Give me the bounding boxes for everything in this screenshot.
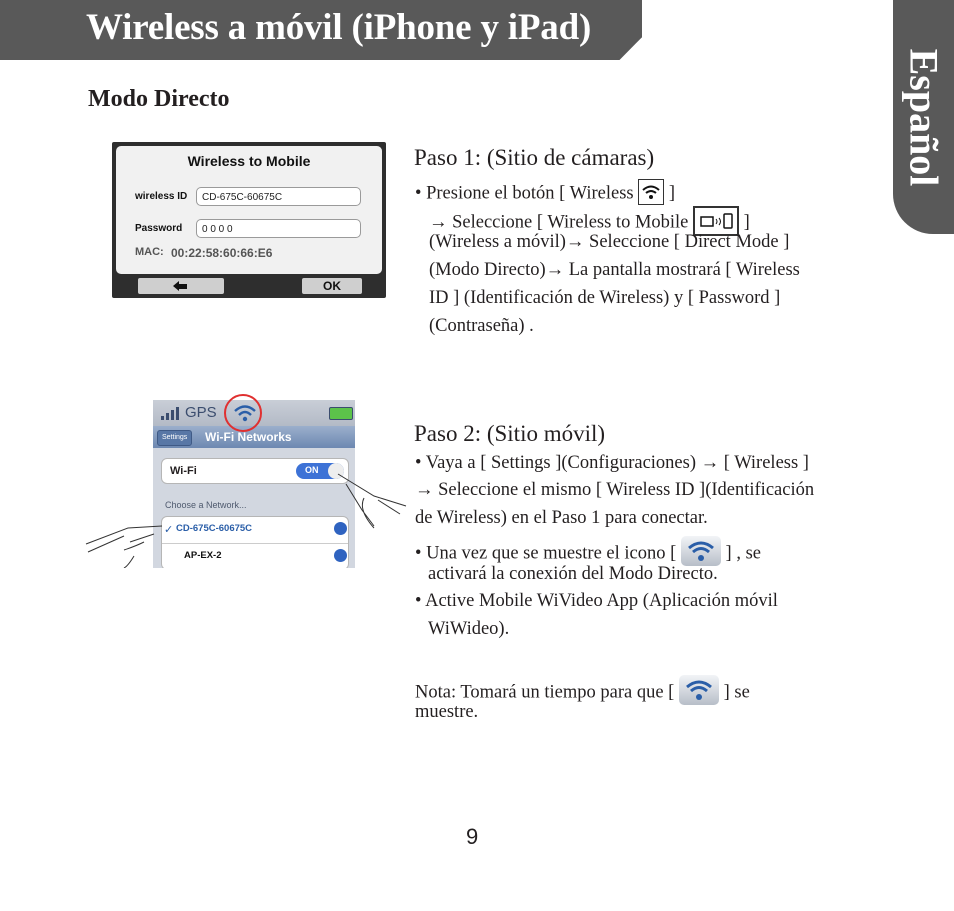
step1-title: Paso 1: (Sitio de cámaras) [414,145,655,170]
step2-line-7: WiWideo). [428,619,510,639]
wifi-status-icon [679,675,719,705]
section-title: Modo Directo [88,86,230,112]
step1-line-5: ID ] (Identificación de Wireless) y [ Password ] [429,288,781,308]
step2-line-1: • Vaya a [ Settings ](Configuraciones) → [ Wireless ] [415,453,809,473]
note-line-2: muestre. [415,702,479,722]
highlight-circle [222,392,264,434]
choose-network-label: Choose a Network... [165,500,247,510]
step2-title: Paso 2: (Sitio móvil) [414,421,606,446]
note-line-1a: Nota: Tomará un tiempo para que [ [415,682,679,703]
page-title: Wireless a móvil (iPhone y iPad) [86,7,592,48]
language-tab-label-wrap [893,0,954,234]
network-item-2: AP-EX-2 [184,550,222,561]
step1-line-4: (Modo Directo)→ La pantalla mostrará [ Wireless [429,260,800,280]
network-item-1: CD-675C-60675C [176,523,253,534]
wifi-networks-title: Wi-Fi Networks [205,430,292,444]
step2-line-6: • Active Mobile WiVideo App (Aplicación móvil [415,591,778,611]
network-list [161,516,349,568]
step1-line-6: (Contraseña) . [429,316,534,336]
detail-disclosure-icon [334,549,347,562]
step1-line-1a: • Presione el botón [ Wireless [415,183,639,204]
step1-line-2b: ] [739,212,750,233]
step1-line-1b: ] [664,183,676,204]
back-button [138,278,224,294]
right-hand-pointer-icon [334,470,410,532]
wifi-toggle-row [161,458,349,484]
left-hand-pointer-icon [84,516,168,568]
wireless-button-icon [638,179,664,205]
note-line-1b: ] se [718,682,750,703]
wireless-id-field: CD-675C-60675C [196,187,361,206]
signal-bars-icon [161,406,183,420]
password-label: Password [135,223,183,234]
password-field: 0 0 0 0 [196,219,361,238]
checkmark-icon: ✓ [164,524,174,536]
step2-line-2: → Seleccione el mismo [ Wireless ID ](Identificación [415,480,815,500]
wireless-id-label: wireless ID [135,191,188,202]
mac-value: 00:22:58:60:66:E6 [171,246,273,260]
wifi-status-icon [681,536,721,566]
language-tab-label: Español [901,48,947,186]
step2-line-3: de Wireless) en el Paso 1 para conectar. [415,508,708,528]
carrier-label: GPS [185,404,217,421]
row-divider [162,543,348,544]
step2-line-5: activará la conexión del Modo Directo. [428,564,718,584]
toggle-label: ON [305,465,319,475]
page-number: 9 [466,824,479,849]
step2-line-4b: ] , se [720,543,761,564]
step1-line-1 [415,181,675,207]
ok-button: OK [302,278,362,294]
mac-label: MAC: [135,246,164,258]
camera-dialog [116,146,382,274]
step1-line-3: (Wireless a móvil)→ Seleccione [ Direct Mode ] [429,232,790,252]
step1-line-2a: → Seleccione [ Wireless to Mobile [429,212,694,233]
step2-line-4a: • Una vez que se muestre el icono [ [415,543,681,564]
camera-dialog-title: Wireless to Mobile [187,153,311,169]
back-arrow-icon [171,280,191,292]
settings-back-button: Settings [157,430,192,446]
wifi-row-label: Wi-Fi [170,465,197,477]
battery-icon [329,407,353,420]
